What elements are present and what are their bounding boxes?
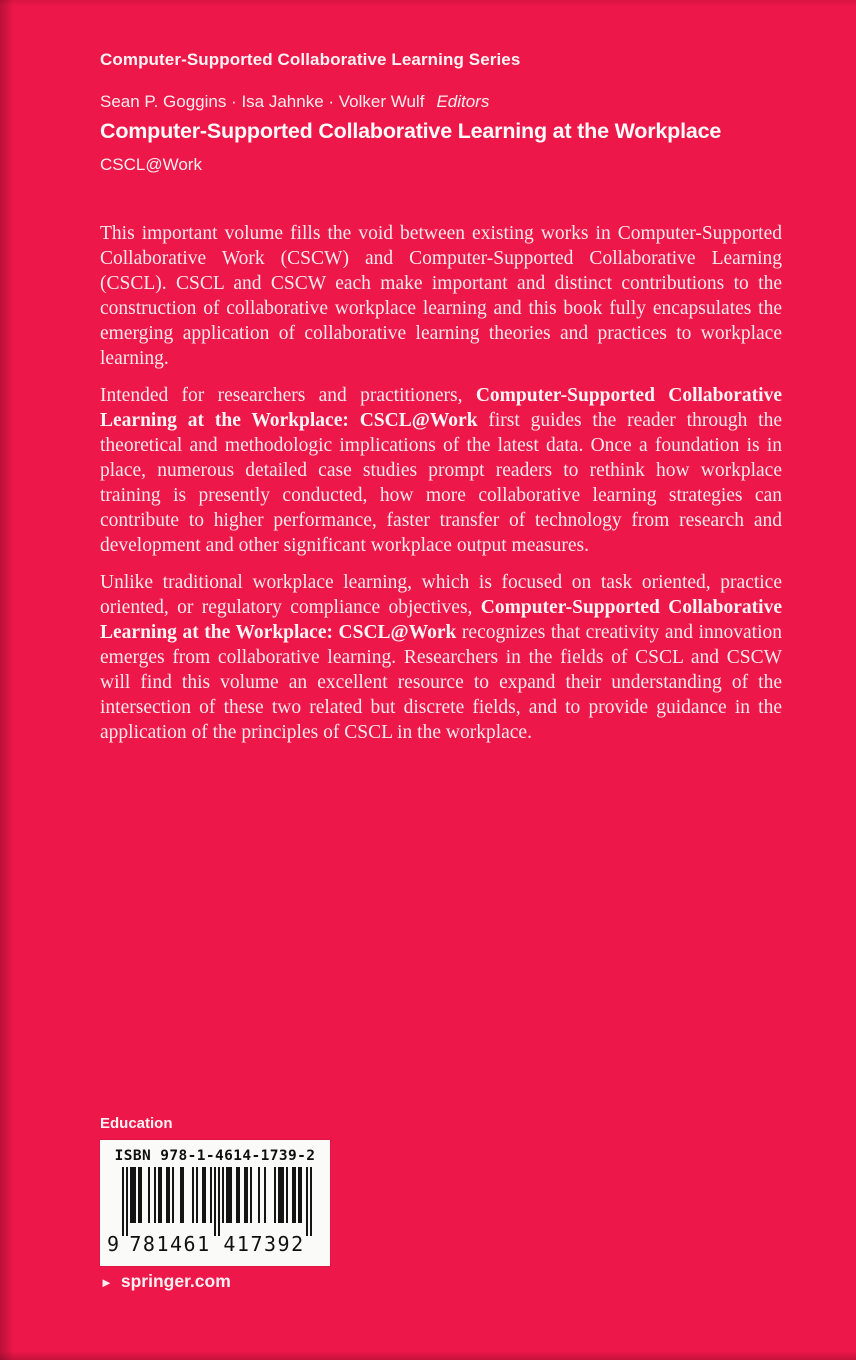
book-subtitle: CSCL@Work — [100, 155, 202, 174]
svg-text:417392: 417392 — [223, 1232, 305, 1255]
isbn-barcode — [100, 1140, 330, 1266]
editors-label: Editors — [436, 92, 490, 111]
series-title: Computer-Supported Collaborative Learning Series — [100, 50, 521, 69]
book-title: Computer-Supported Collaborative Learning at the Workplace — [100, 119, 722, 143]
svg-text:9: 9 — [106, 1232, 120, 1255]
barcode-bars — [106, 1167, 324, 1255]
svg-text:781461: 781461 — [129, 1232, 211, 1255]
back-cover-blurb — [100, 221, 782, 757]
editors-line — [100, 92, 489, 112]
isbn-number-label: ISBN 978-1-4614-1739-2 — [114, 1148, 316, 1164]
blurb-paragraph: Intended for researchers and practitioners, Computer-Supported Collaborative Learning at the Workplace: CSCL@Work first guides the reader through the theoretical and methodologic implications of the latest data. Once a foundation is in place, numerous detailed case studies prompt readers to rethink how workplace training is presently conducted, how more collaborative learning strategies can contribute to higher performance, faster transfer of technology from research and development and other significant workplace output measures. — [100, 385, 782, 556]
cover-bottom-edge-shading — [0, 1351, 856, 1360]
category-label: Education — [100, 1115, 173, 1132]
editors-names: Sean P. Goggins · Isa Jahnke · Volker Wulf — [100, 92, 425, 111]
cover-left-edge-shading — [0, 0, 14, 1360]
blurb-paragraph: Unlike traditional workplace learning, which is focused on task oriented, practice oriented, or regulatory compliance objectives, Computer-Supported Collaborative Learning at the Workplace: CSCL@Work recognizes that creativity and innovation emerges from collaborative learning. Researchers in the fields of CSCL and CSCW will find this volume an excellent resource to expand their understanding of the intersection of these two related but discrete fields, and to provide guidance in the application of the principles of CSCL in the workplace. — [100, 572, 782, 743]
publisher-url: springer.com — [120, 1271, 231, 1291]
cover-top-edge-shading — [0, 0, 856, 6]
springer-arrow-icon: ► — [100, 1275, 113, 1290]
blurb-paragraph: This important volume fills the void between existing works in Computer-Supported Collaborative Work (CSCW) and Computer-Supported Collaborative Learning (CSCL). CSCL and CSCW each make important and distinct contributions to the construction of collaborative workplace learning and this book fully encapsulates the emerging application of collaborative learning theories and practices to workplace learning. — [100, 223, 782, 369]
publisher-line — [100, 1271, 231, 1292]
